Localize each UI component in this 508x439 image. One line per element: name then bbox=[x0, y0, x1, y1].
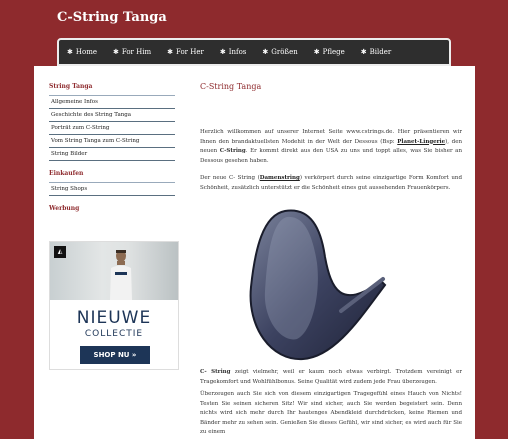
ad-subline: COLLECTIE bbox=[84, 329, 144, 339]
sidebar-item-geschichte[interactable]: Geschichte des String Tanga bbox=[49, 109, 175, 122]
planet-lingerie-link[interactable]: Planet-Lingerie bbox=[397, 138, 446, 145]
sidebar-heading-string-tanga: String Tanga bbox=[49, 83, 93, 90]
lower-content bbox=[200, 368, 462, 439]
sidebar-item-portraet[interactable]: Porträt zum C-String bbox=[49, 122, 175, 135]
nav-label: Home bbox=[75, 48, 97, 56]
main-navigation bbox=[57, 38, 451, 66]
nav-label: Infos bbox=[228, 48, 247, 56]
intro-paragraph: Herzlich willkommen auf unserer Internet Seite www.cstrings.de. Hier präsentieren wir Ihnen den brandaktuellsten Modehit in der Welt der Dessous (Bsp: Planet-Lingerie), den neuen C-String. Er kommt direkt aus den USA zu uns und toppt alles, was Sie bisher an Dessous gesehen haben. bbox=[200, 129, 463, 164]
description-paragraph: Der neue C- String (Damenstring) verkörpert durch seine einzigartige Form Komfort und Schönheit, zusätzlich unterstützt er die Schönheit eines gut aussehenden Frauenkörpers. bbox=[200, 175, 462, 191]
sidebar-item-allgemeine-infos[interactable]: Allgemeine Infos bbox=[49, 96, 175, 109]
sidebar-heading-einkaufen: Einkaufen bbox=[49, 170, 84, 177]
brand-logo-icon: ◭ bbox=[54, 246, 66, 258]
star-icon: ✱ bbox=[67, 48, 73, 56]
sidebar-menu-einkaufen bbox=[49, 182, 175, 196]
nav-label: For Him bbox=[121, 48, 152, 56]
page-title: C-String Tanga bbox=[200, 82, 262, 91]
star-icon: ✱ bbox=[313, 48, 320, 56]
star-icon: ✱ bbox=[360, 48, 367, 56]
site-title[interactable]: C-String Tanga bbox=[57, 10, 167, 25]
nav-item-groessen[interactable] bbox=[262, 48, 297, 56]
nav-item-infos[interactable] bbox=[220, 48, 247, 56]
star-icon: ✱ bbox=[112, 48, 119, 56]
star-icon: ✱ bbox=[262, 48, 269, 56]
sidebar-menu-string-tanga bbox=[49, 95, 175, 161]
nav-label: Pflege bbox=[322, 48, 345, 56]
nav-item-pflege[interactable] bbox=[314, 48, 345, 56]
sidebar bbox=[49, 83, 175, 217]
feature-paragraph: C- String zeigt vielmehr, weil er kaum noch etwas verbirgt. Trotzdem vereinigt er Tragekomfort und Wohlfühlbonus. Seine Qualität wird zudem jede Frau überzeugen. bbox=[200, 369, 462, 385]
nav-item-for-him[interactable] bbox=[113, 48, 151, 56]
nav-label: Bilder bbox=[369, 48, 392, 56]
sidebar-item-string-shops[interactable]: String Shops bbox=[49, 183, 175, 196]
model-photo-icon bbox=[108, 248, 134, 300]
sidebar-item-vom-string-tanga[interactable]: Vom String Tanga zum C-String bbox=[49, 135, 175, 148]
product-image bbox=[241, 207, 389, 363]
sidebar-item-string-bilder[interactable]: String Bilder bbox=[49, 148, 175, 161]
ad-headline: NIEUWE bbox=[76, 308, 152, 328]
sidebar-heading-werbung: Werbung bbox=[49, 205, 80, 212]
advertisement-banner[interactable] bbox=[49, 241, 179, 370]
nav-item-home[interactable] bbox=[67, 48, 97, 56]
star-icon: ✱ bbox=[219, 48, 226, 56]
nav-label: For Her bbox=[175, 48, 204, 56]
nav-item-for-her[interactable] bbox=[167, 48, 204, 56]
ad-shop-button[interactable]: SHOP NU » bbox=[80, 346, 150, 364]
main-content bbox=[200, 82, 462, 201]
invitation-paragraph: Überzeugen auch Sie sich von diesem einzigartigen Tragegefühl eines Hauch von Nichts! Testen Sie seinen sicheren Sitz! Wir sind sicher, auch Sie werden begeistert sein. Denn nichts wird sich mehr durch Ihr hautenges Abendkleid durchdrücken, keine Riemen und Bänder mehr zu sehen sein. Genießen Sie dieses Gefühl, wir sind sicher, es wird auch für Sie zu einem bbox=[200, 391, 462, 435]
damenstring-link[interactable]: Damenstring bbox=[259, 175, 300, 181]
star-icon: ✱ bbox=[167, 48, 173, 56]
nav-item-bilder[interactable] bbox=[361, 48, 391, 56]
ad-photo bbox=[50, 242, 179, 300]
nav-label: Größen bbox=[271, 48, 298, 56]
